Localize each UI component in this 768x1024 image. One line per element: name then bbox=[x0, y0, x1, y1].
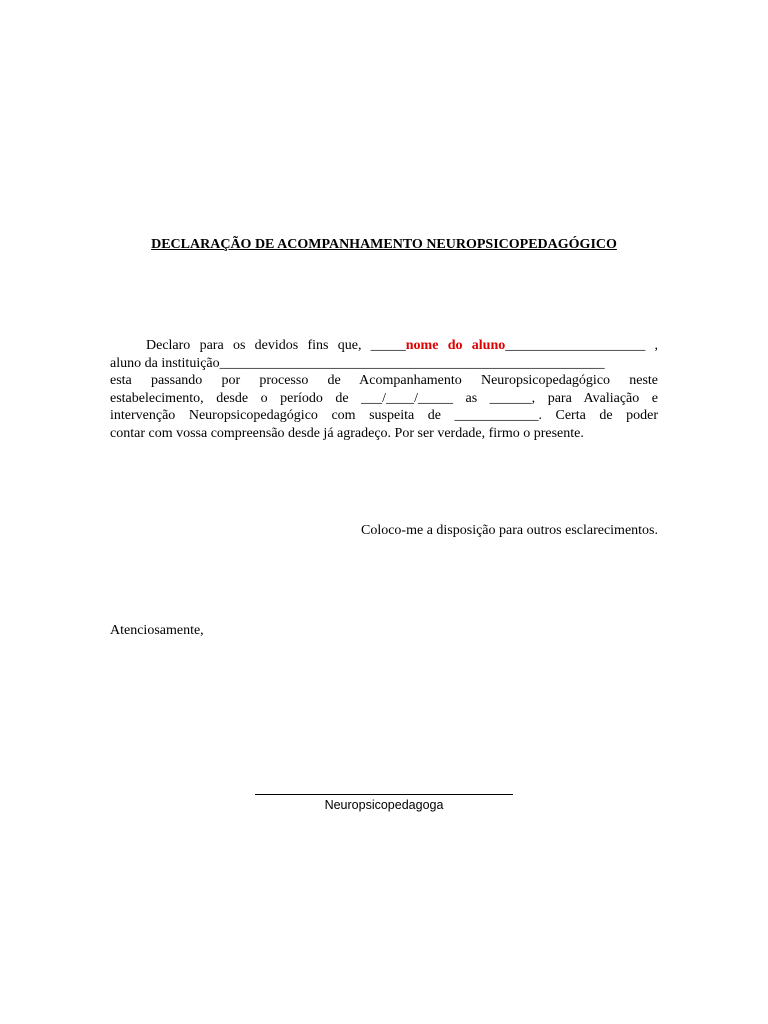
paragraph-line-5: intervenção Neuropsicopedagógico com suspeita de ____________. Certa de poder bbox=[110, 408, 658, 424]
disposition-statement: Coloco-me a disposição para outros esclarecimentos. bbox=[360, 523, 658, 538]
document-title: DECLARAÇÃO DE ACOMPANHAMENTO NEUROPSICOPEDAGÓGICO bbox=[151, 237, 617, 252]
student-name-placeholder: nome do aluno bbox=[405, 338, 506, 353]
student-name-blank: ____________________ , bbox=[505, 338, 659, 353]
paragraph-line-3: esta passando por processo de Acompanhamento Neuropsicopedagógico neste bbox=[110, 373, 658, 389]
signature-block bbox=[0, 778, 768, 813]
paragraph-line-2: aluno da instituição_______________________________________________________ bbox=[110, 355, 605, 371]
declaration-paragraph bbox=[110, 337, 658, 443]
signature-label: Neuropsicopedagoga bbox=[324, 798, 444, 812]
signature-line bbox=[255, 794, 513, 795]
declaration-intro: Declaro para os devidos fins que, _____ bbox=[146, 338, 406, 353]
paragraph-line-4: estabelecimento, desde o período de ___/____/_____ as ______, para Avaliação e bbox=[110, 390, 658, 406]
paragraph-line-1 bbox=[110, 337, 658, 355]
closing-salutation: Atenciosamente, bbox=[110, 623, 204, 638]
paragraph-line-6: contar com vossa compreensão desde já agradeço. Por ser verdade, firmo o presente. bbox=[110, 425, 584, 441]
